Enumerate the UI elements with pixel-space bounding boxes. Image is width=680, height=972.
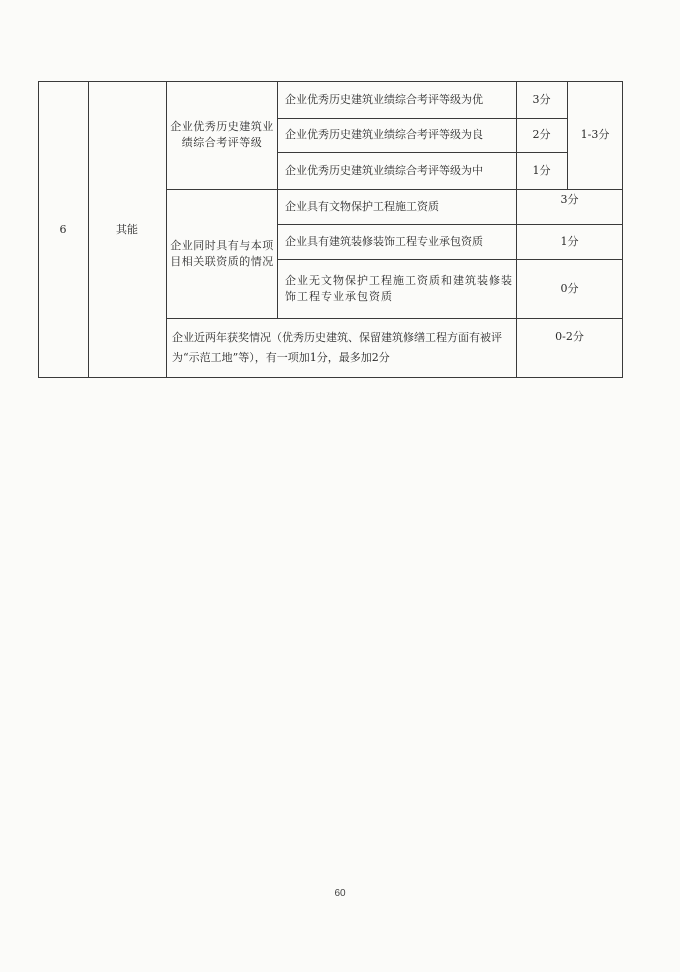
group1-item-3-score: 1分 (532, 163, 551, 177)
col-divider (277, 81, 278, 318)
awards-score: 0-2分 (555, 330, 584, 343)
col-divider (166, 81, 167, 378)
group2-item-3-score: 0分 (560, 281, 579, 295)
group1-item-3-text: 企业优秀历史建筑业绩综合考评等级为中 (285, 163, 483, 177)
group1-label: 企业优秀历史建筑业绩综合考评等级 (170, 120, 274, 149)
group1-item-2-text: 企业优秀历史建筑业绩综合考评等级为良 (285, 128, 483, 141)
group1-range: 1-3分 (580, 128, 610, 141)
group2-item-3-text: 企业无文物保护工程施工资质和建筑装修装饰工程专业承包资质 (285, 273, 513, 303)
group2-item-2-score: 1分 (560, 234, 579, 248)
category-label: 其能 (116, 222, 138, 236)
row-number: 6 (59, 222, 67, 236)
awards-text: 企业近两年获奖情况（优秀历史建筑、保留建筑修缮工程方面有被评为“示范工地”等），有一项加1分，最多加2分 (172, 330, 502, 364)
group1-item-1-score: 3分 (532, 92, 551, 106)
group1-item-1-text: 企业优秀历史建筑业绩综合考评等级为优 (285, 92, 483, 106)
group1-item-2-score: 2分 (532, 128, 551, 141)
group2-item-1-text: 企业具有文物保护工程施工资质 (285, 199, 439, 213)
group2-item-1-score: 3分 (560, 193, 579, 206)
page-number: 60 (334, 888, 346, 899)
group2-item-2-text: 企业具有建筑装修装饰工程专业承包资质 (285, 234, 483, 248)
group2-label: 企业同时具有与本项目相关联资质的情况 (170, 238, 274, 268)
